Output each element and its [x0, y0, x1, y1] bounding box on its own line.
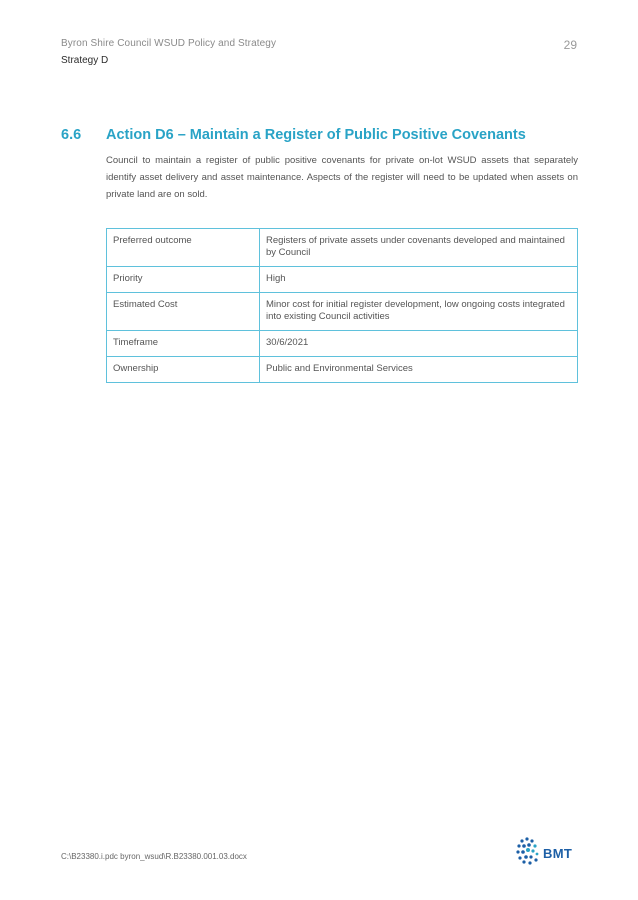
row-value: Registers of private assets under covenants developed and maintained by Council: [260, 229, 578, 267]
section-title: Action D6 – Maintain a Register of Public Positive Covenants: [106, 127, 526, 143]
table-row: [107, 229, 578, 267]
file-path: C:\B23380.i.pdc byron_wsud\R.B23380.001.03.docx: [61, 852, 247, 861]
row-label: Preferred outcome: [107, 229, 260, 267]
table-row: [107, 267, 578, 293]
row-label: Ownership: [107, 357, 260, 383]
row-value: High: [260, 267, 578, 293]
table-row: [107, 357, 578, 383]
row-label: Estimated Cost: [107, 293, 260, 331]
bmt-logo-text: BMT: [543, 846, 573, 861]
row-label: Priority: [107, 267, 260, 293]
row-value: Minor cost for initial register development, low ongoing costs integrated into existing Council activities: [260, 293, 578, 331]
page-number: 29: [563, 38, 577, 52]
section-body: Council to maintain a register of public positive covenants for private on-lot WSUD assets that separately identify asset delivery and asset maintenance. Aspects of the register will need to be updated when assets on private land are on sold.: [106, 155, 578, 200]
section-header: Strategy D: [61, 55, 109, 66]
table-row: [107, 331, 578, 357]
row-label: Timeframe: [107, 331, 260, 357]
action-details-table: [106, 228, 578, 383]
row-value: Public and Environmental Services: [260, 357, 578, 383]
row-value: 30/6/2021: [260, 331, 578, 357]
table-row: [107, 293, 578, 331]
document-title: Byron Shire Council WSUD Policy and Strategy: [61, 38, 277, 49]
section-number: 6.6: [61, 127, 82, 143]
